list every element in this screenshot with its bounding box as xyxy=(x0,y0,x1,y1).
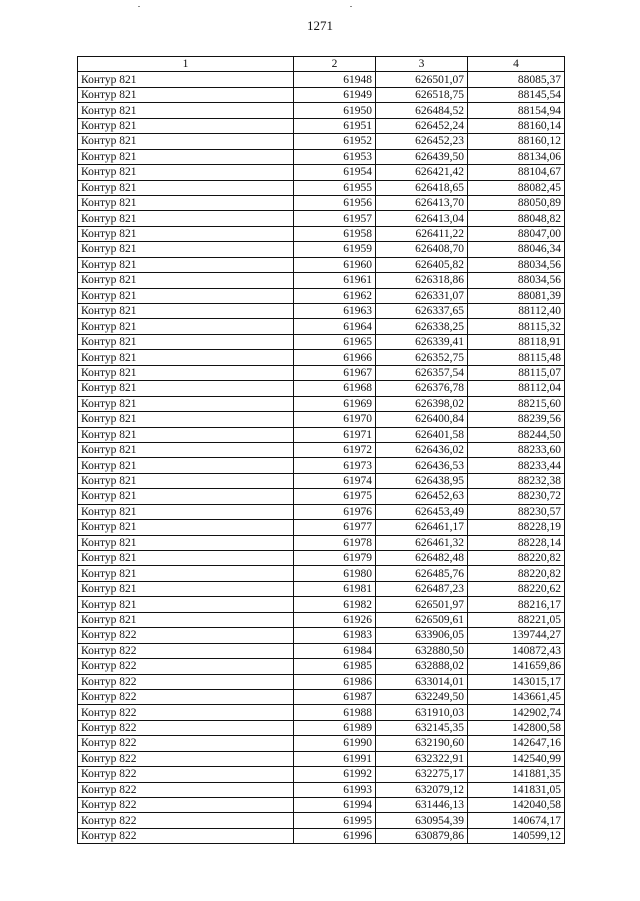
contour-cell: Контур 821 xyxy=(78,412,294,427)
contour-cell: Контур 821 xyxy=(78,149,294,164)
x-coordinate-cell: 632880,50 xyxy=(376,643,468,658)
table-row xyxy=(78,180,565,195)
point-number-cell: 61968 xyxy=(294,381,376,396)
x-coordinate-cell: 632888,02 xyxy=(376,659,468,674)
table-row xyxy=(78,504,565,519)
table-row xyxy=(78,134,565,149)
table-row xyxy=(78,689,565,704)
table-row xyxy=(78,442,565,457)
table-row xyxy=(78,226,565,241)
contour-cell: Контур 821 xyxy=(78,427,294,442)
table-row xyxy=(78,72,565,87)
table-row xyxy=(78,705,565,720)
column-header: 2 xyxy=(294,57,376,72)
table-row xyxy=(78,566,565,581)
contour-cell: Контур 821 xyxy=(78,288,294,303)
point-number-cell: 61953 xyxy=(294,149,376,164)
point-number-cell: 61967 xyxy=(294,365,376,380)
contour-cell: Контур 822 xyxy=(78,751,294,766)
point-number-cell: 61988 xyxy=(294,705,376,720)
table-row xyxy=(78,118,565,133)
y-coordinate-cell: 88228,19 xyxy=(468,520,565,535)
table-row xyxy=(78,273,565,288)
table-row xyxy=(78,520,565,535)
contour-cell: Контур 822 xyxy=(78,628,294,643)
x-coordinate-cell: 626352,75 xyxy=(376,350,468,365)
point-number-cell: 61960 xyxy=(294,257,376,272)
table-row xyxy=(78,628,565,643)
contour-cell: Контур 821 xyxy=(78,458,294,473)
point-number-cell: 61963 xyxy=(294,304,376,319)
x-coordinate-cell: 626421,42 xyxy=(376,165,468,180)
x-coordinate-cell: 626357,54 xyxy=(376,365,468,380)
contour-cell: Контур 822 xyxy=(78,736,294,751)
point-number-cell: 61965 xyxy=(294,334,376,349)
x-coordinate-cell: 626487,23 xyxy=(376,581,468,596)
point-number-cell: 61985 xyxy=(294,659,376,674)
table-row xyxy=(78,597,565,612)
contour-cell: Контур 821 xyxy=(78,520,294,535)
y-coordinate-cell: 88047,00 xyxy=(468,226,565,241)
contour-cell: Контур 821 xyxy=(78,473,294,488)
table-row xyxy=(78,365,565,380)
y-coordinate-cell: 88233,44 xyxy=(468,458,565,473)
contour-cell: Контур 822 xyxy=(78,782,294,797)
contour-cell: Контур 821 xyxy=(78,211,294,226)
contour-cell: Контур 821 xyxy=(78,381,294,396)
table-row xyxy=(78,473,565,488)
point-number-cell: 61992 xyxy=(294,767,376,782)
x-coordinate-cell: 630954,39 xyxy=(376,813,468,828)
y-coordinate-cell: 142647,16 xyxy=(468,736,565,751)
x-coordinate-cell: 626436,02 xyxy=(376,442,468,457)
y-coordinate-cell: 88145,54 xyxy=(468,87,565,102)
y-coordinate-cell: 88082,45 xyxy=(468,180,565,195)
point-number-cell: 61972 xyxy=(294,442,376,457)
x-coordinate-cell: 626400,84 xyxy=(376,412,468,427)
x-coordinate-cell: 626338,25 xyxy=(376,319,468,334)
contour-cell: Контур 821 xyxy=(78,334,294,349)
x-coordinate-cell: 626484,52 xyxy=(376,103,468,118)
table-row xyxy=(78,751,565,766)
table-row xyxy=(78,813,565,828)
y-coordinate-cell: 88115,32 xyxy=(468,319,565,334)
y-coordinate-cell: 88115,48 xyxy=(468,350,565,365)
y-coordinate-cell: 88220,82 xyxy=(468,551,565,566)
point-number-cell: 61978 xyxy=(294,535,376,550)
table-row xyxy=(78,489,565,504)
x-coordinate-cell: 633014,01 xyxy=(376,674,468,689)
point-number-cell: 61973 xyxy=(294,458,376,473)
x-coordinate-cell: 631446,13 xyxy=(376,798,468,813)
point-number-cell: 61950 xyxy=(294,103,376,118)
point-number-cell: 61983 xyxy=(294,628,376,643)
contour-cell: Контур 822 xyxy=(78,798,294,813)
y-coordinate-cell: 141881,35 xyxy=(468,767,565,782)
y-coordinate-cell: 142800,58 xyxy=(468,720,565,735)
table-row xyxy=(78,288,565,303)
contour-cell: Контур 821 xyxy=(78,319,294,334)
point-number-cell: 61971 xyxy=(294,427,376,442)
contour-cell: Контур 822 xyxy=(78,705,294,720)
point-number-cell: 61977 xyxy=(294,520,376,535)
contour-cell: Контур 821 xyxy=(78,350,294,365)
table-row xyxy=(78,350,565,365)
y-coordinate-cell: 88230,72 xyxy=(468,489,565,504)
contour-cell: Контур 821 xyxy=(78,87,294,102)
table-row xyxy=(78,782,565,797)
contour-cell: Контур 821 xyxy=(78,535,294,550)
point-number-cell: 61952 xyxy=(294,134,376,149)
point-number-cell: 61958 xyxy=(294,226,376,241)
table-row xyxy=(78,304,565,319)
y-coordinate-cell: 140872,43 xyxy=(468,643,565,658)
y-coordinate-cell: 88228,14 xyxy=(468,535,565,550)
table-row xyxy=(78,381,565,396)
contour-cell: Контур 821 xyxy=(78,134,294,149)
contour-cell: Контур 821 xyxy=(78,165,294,180)
contour-cell: Контур 821 xyxy=(78,551,294,566)
point-number-cell: 61969 xyxy=(294,396,376,411)
point-number-cell: 61966 xyxy=(294,350,376,365)
point-number-cell: 61970 xyxy=(294,412,376,427)
x-coordinate-cell: 632275,17 xyxy=(376,767,468,782)
contour-cell: Контур 821 xyxy=(78,442,294,457)
contour-cell: Контур 821 xyxy=(78,118,294,133)
table-row xyxy=(78,612,565,627)
column-header: 1 xyxy=(78,57,294,72)
contour-cell: Контур 821 xyxy=(78,581,294,596)
y-coordinate-cell: 88160,14 xyxy=(468,118,565,133)
coordinates-table xyxy=(77,56,565,844)
table-row xyxy=(78,767,565,782)
table-row xyxy=(78,257,565,272)
point-number-cell: 61991 xyxy=(294,751,376,766)
y-coordinate-cell: 88220,82 xyxy=(468,566,565,581)
table-row xyxy=(78,581,565,596)
point-number-cell: 61976 xyxy=(294,504,376,519)
point-number-cell: 61981 xyxy=(294,581,376,596)
y-coordinate-cell: 88034,56 xyxy=(468,273,565,288)
scan-speck xyxy=(138,6,140,7)
table-row xyxy=(78,643,565,658)
contour-cell: Контур 821 xyxy=(78,597,294,612)
scan-speck xyxy=(350,6,352,7)
y-coordinate-cell: 88244,50 xyxy=(468,427,565,442)
table-row xyxy=(78,165,565,180)
x-coordinate-cell: 626413,04 xyxy=(376,211,468,226)
table-row xyxy=(78,551,565,566)
x-coordinate-cell: 626408,70 xyxy=(376,242,468,257)
contour-cell: Контур 821 xyxy=(78,72,294,87)
table-row xyxy=(78,319,565,334)
y-coordinate-cell: 142902,74 xyxy=(468,705,565,720)
x-coordinate-cell: 626501,07 xyxy=(376,72,468,87)
y-coordinate-cell: 88112,04 xyxy=(468,381,565,396)
y-coordinate-cell: 88154,94 xyxy=(468,103,565,118)
point-number-cell: 61982 xyxy=(294,597,376,612)
x-coordinate-cell: 626331,07 xyxy=(376,288,468,303)
y-coordinate-cell: 88118,91 xyxy=(468,334,565,349)
y-coordinate-cell: 140599,12 xyxy=(468,828,565,843)
contour-cell: Контур 822 xyxy=(78,674,294,689)
table-row xyxy=(78,195,565,210)
y-coordinate-cell: 88112,40 xyxy=(468,304,565,319)
point-number-cell: 61954 xyxy=(294,165,376,180)
point-number-cell: 61996 xyxy=(294,828,376,843)
x-coordinate-cell: 632322,91 xyxy=(376,751,468,766)
point-number-cell: 61955 xyxy=(294,180,376,195)
table-row xyxy=(78,798,565,813)
point-number-cell: 61951 xyxy=(294,118,376,133)
table-row xyxy=(78,211,565,226)
point-number-cell: 61986 xyxy=(294,674,376,689)
table-row xyxy=(78,103,565,118)
x-coordinate-cell: 626405,82 xyxy=(376,257,468,272)
point-number-cell: 61959 xyxy=(294,242,376,257)
y-coordinate-cell: 141831,05 xyxy=(468,782,565,797)
point-number-cell: 61974 xyxy=(294,473,376,488)
table-row xyxy=(78,659,565,674)
x-coordinate-cell: 626482,48 xyxy=(376,551,468,566)
contour-cell: Контур 822 xyxy=(78,813,294,828)
y-coordinate-cell: 88050,89 xyxy=(468,195,565,210)
point-number-cell: 61975 xyxy=(294,489,376,504)
x-coordinate-cell: 632145,35 xyxy=(376,720,468,735)
x-coordinate-cell: 626453,49 xyxy=(376,504,468,519)
y-coordinate-cell: 88104,67 xyxy=(468,165,565,180)
x-coordinate-cell: 626509,61 xyxy=(376,612,468,627)
point-number-cell: 61990 xyxy=(294,736,376,751)
y-coordinate-cell: 88134,06 xyxy=(468,149,565,164)
y-coordinate-cell: 88220,62 xyxy=(468,581,565,596)
y-coordinate-cell: 88081,39 xyxy=(468,288,565,303)
page-number: 1271 xyxy=(307,18,333,33)
column-header: 4 xyxy=(468,57,565,72)
y-coordinate-cell: 141659,86 xyxy=(468,659,565,674)
contour-cell: Контур 821 xyxy=(78,504,294,519)
y-coordinate-cell: 88216,17 xyxy=(468,597,565,612)
contour-cell: Контур 821 xyxy=(78,226,294,241)
contour-cell: Контур 821 xyxy=(78,566,294,581)
x-coordinate-cell: 632190,60 xyxy=(376,736,468,751)
y-coordinate-cell: 88160,12 xyxy=(468,134,565,149)
contour-cell: Контур 821 xyxy=(78,304,294,319)
contour-cell: Контур 821 xyxy=(78,242,294,257)
contour-cell: Контур 822 xyxy=(78,828,294,843)
x-coordinate-cell: 630879,86 xyxy=(376,828,468,843)
contour-cell: Контур 821 xyxy=(78,489,294,504)
x-coordinate-cell: 626501,97 xyxy=(376,597,468,612)
x-coordinate-cell: 626337,65 xyxy=(376,304,468,319)
table-row xyxy=(78,242,565,257)
x-coordinate-cell: 632079,12 xyxy=(376,782,468,797)
y-coordinate-cell: 88215,60 xyxy=(468,396,565,411)
contour-cell: Контур 821 xyxy=(78,257,294,272)
x-coordinate-cell: 626518,75 xyxy=(376,87,468,102)
y-coordinate-cell: 88221,05 xyxy=(468,612,565,627)
point-number-cell: 61949 xyxy=(294,87,376,102)
y-coordinate-cell: 88239,56 xyxy=(468,412,565,427)
table-row xyxy=(78,535,565,550)
table-row xyxy=(78,427,565,442)
table-row xyxy=(78,674,565,689)
table-row xyxy=(78,149,565,164)
point-number-cell: 61956 xyxy=(294,195,376,210)
x-coordinate-cell: 626485,76 xyxy=(376,566,468,581)
table-row xyxy=(78,828,565,843)
point-number-cell: 61948 xyxy=(294,72,376,87)
contour-cell: Контур 821 xyxy=(78,180,294,195)
contour-cell: Контур 821 xyxy=(78,612,294,627)
contour-cell: Контур 822 xyxy=(78,643,294,658)
point-number-cell: 61987 xyxy=(294,689,376,704)
table-header-row xyxy=(78,57,565,72)
contour-cell: Контур 821 xyxy=(78,273,294,288)
contour-cell: Контур 821 xyxy=(78,396,294,411)
table-row xyxy=(78,412,565,427)
x-coordinate-cell: 626452,23 xyxy=(376,134,468,149)
x-coordinate-cell: 626398,02 xyxy=(376,396,468,411)
table-body xyxy=(78,72,565,844)
point-number-cell: 61995 xyxy=(294,813,376,828)
point-number-cell: 61957 xyxy=(294,211,376,226)
contour-cell: Контур 821 xyxy=(78,365,294,380)
table-row xyxy=(78,736,565,751)
y-coordinate-cell: 88233,60 xyxy=(468,442,565,457)
x-coordinate-cell: 626452,63 xyxy=(376,489,468,504)
x-coordinate-cell: 626401,58 xyxy=(376,427,468,442)
contour-cell: Контур 821 xyxy=(78,195,294,210)
y-coordinate-cell: 88115,07 xyxy=(468,365,565,380)
point-number-cell: 61994 xyxy=(294,798,376,813)
x-coordinate-cell: 626339,41 xyxy=(376,334,468,349)
point-number-cell: 61964 xyxy=(294,319,376,334)
y-coordinate-cell: 143015,17 xyxy=(468,674,565,689)
y-coordinate-cell: 88085,37 xyxy=(468,72,565,87)
contour-cell: Контур 822 xyxy=(78,767,294,782)
point-number-cell: 61979 xyxy=(294,551,376,566)
point-number-cell: 61989 xyxy=(294,720,376,735)
x-coordinate-cell: 626318,86 xyxy=(376,273,468,288)
table-row xyxy=(78,396,565,411)
table-row xyxy=(78,334,565,349)
column-header: 3 xyxy=(376,57,468,72)
point-number-cell: 61962 xyxy=(294,288,376,303)
y-coordinate-cell: 140674,17 xyxy=(468,813,565,828)
y-coordinate-cell: 139744,27 xyxy=(468,628,565,643)
point-number-cell: 61926 xyxy=(294,612,376,627)
y-coordinate-cell: 143661,45 xyxy=(468,689,565,704)
x-coordinate-cell: 626461,17 xyxy=(376,520,468,535)
point-number-cell: 61980 xyxy=(294,566,376,581)
x-coordinate-cell: 626438,95 xyxy=(376,473,468,488)
contour-cell: Контур 822 xyxy=(78,689,294,704)
x-coordinate-cell: 626439,50 xyxy=(376,149,468,164)
table-row xyxy=(78,720,565,735)
x-coordinate-cell: 626413,70 xyxy=(376,195,468,210)
y-coordinate-cell: 142540,99 xyxy=(468,751,565,766)
contour-cell: Контур 822 xyxy=(78,720,294,735)
x-coordinate-cell: 631910,03 xyxy=(376,705,468,720)
contour-cell: Контур 821 xyxy=(78,103,294,118)
y-coordinate-cell: 88230,57 xyxy=(468,504,565,519)
x-coordinate-cell: 626436,53 xyxy=(376,458,468,473)
x-coordinate-cell: 626461,32 xyxy=(376,535,468,550)
x-coordinate-cell: 632249,50 xyxy=(376,689,468,704)
x-coordinate-cell: 626452,24 xyxy=(376,118,468,133)
table-row xyxy=(78,458,565,473)
x-coordinate-cell: 626418,65 xyxy=(376,180,468,195)
y-coordinate-cell: 142040,58 xyxy=(468,798,565,813)
x-coordinate-cell: 633906,05 xyxy=(376,628,468,643)
x-coordinate-cell: 626376,78 xyxy=(376,381,468,396)
point-number-cell: 61993 xyxy=(294,782,376,797)
point-number-cell: 61961 xyxy=(294,273,376,288)
x-coordinate-cell: 626411,22 xyxy=(376,226,468,241)
y-coordinate-cell: 88046,34 xyxy=(468,242,565,257)
table-row xyxy=(78,87,565,102)
y-coordinate-cell: 88048,82 xyxy=(468,211,565,226)
y-coordinate-cell: 88034,56 xyxy=(468,257,565,272)
point-number-cell: 61984 xyxy=(294,643,376,658)
y-coordinate-cell: 88232,38 xyxy=(468,473,565,488)
contour-cell: Контур 822 xyxy=(78,659,294,674)
